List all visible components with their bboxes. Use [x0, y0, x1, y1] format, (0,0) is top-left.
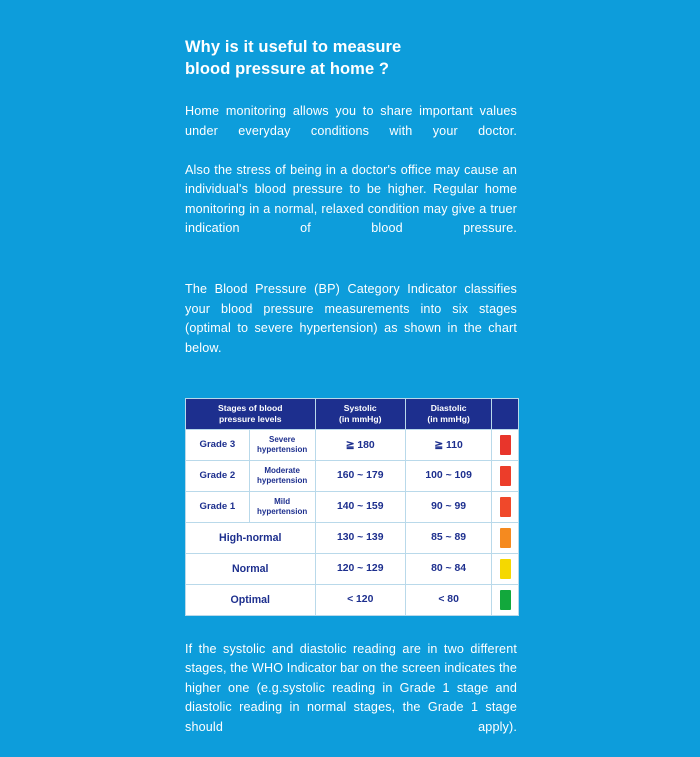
normal-swatch	[500, 559, 511, 579]
header-systolic-line-2: (in mmHg)	[338, 413, 382, 424]
header-stages-line-2: pressure levels	[218, 413, 282, 424]
row-desc-line-2: hypertension	[256, 506, 308, 516]
row-color-swatch-cell	[492, 491, 519, 522]
table-row	[186, 522, 519, 553]
content-column	[185, 36, 517, 757]
intro-paragraphs	[185, 102, 517, 258]
table-row	[186, 584, 519, 615]
table-header-row	[186, 398, 519, 429]
page-title-line-1: Why is it useful to measure	[185, 38, 402, 56]
mild-hypertension-swatch	[500, 497, 511, 517]
row-desc-line-2: hypertension	[256, 475, 308, 485]
row-systolic-value: 160 ~ 179	[315, 460, 405, 491]
row-diastolic-value: < 80	[405, 584, 491, 615]
row-diastolic-value: 100 ~ 109	[405, 460, 491, 491]
moderate-hypertension-swatch	[500, 466, 511, 486]
row-color-swatch-cell	[492, 553, 519, 584]
row-desc-line-1: Moderate	[264, 465, 300, 475]
bp-category-table-wrap	[185, 398, 519, 616]
header-indicator	[492, 398, 519, 429]
severe-hypertension-swatch	[500, 435, 511, 455]
who-indicator-note-wrap	[185, 640, 517, 757]
row-systolic-value: 120 ~ 129	[315, 553, 405, 584]
row-systolic-value: 130 ~ 139	[315, 522, 405, 553]
row-grade-description	[249, 429, 315, 460]
row-grade-description	[249, 460, 315, 491]
row-stage-label: Normal	[186, 553, 316, 584]
table-row	[186, 553, 519, 584]
row-color-swatch-cell	[492, 460, 519, 491]
table-row	[186, 491, 519, 522]
row-stage-label: Optimal	[186, 584, 316, 615]
row-systolic-value: < 120	[315, 584, 405, 615]
page-title-line-2: blood pressure at home ?	[185, 60, 390, 78]
row-systolic-value: ≧ 180	[315, 429, 405, 460]
row-grade-description	[249, 491, 315, 522]
row-systolic-value: 140 ~ 159	[315, 491, 405, 522]
paragraph-home-monitoring: Home monitoring allows you to share important values under everyday conditions with your doctor.	[185, 104, 517, 138]
table-body	[186, 429, 519, 615]
row-stage-label: High-normal	[186, 522, 316, 553]
high-normal-swatch	[500, 528, 511, 548]
header-stages	[186, 398, 316, 429]
paragraph-who-indicator-note: If the systolic and diastolic reading are in two different stages, the WHO Indicator bar on the screen indicates the higher one (e.g.systolic reading in Grade 1 stage and diastolic reading in normal stages, the Grade 1 stage should apply).	[185, 641, 517, 734]
row-grade-label: Grade 1	[186, 491, 250, 522]
page-title	[185, 36, 517, 80]
row-grade-label: Grade 2	[186, 460, 250, 491]
row-color-swatch-cell	[492, 584, 519, 615]
row-diastolic-value: 85 ~ 89	[405, 522, 491, 553]
header-diastolic-line-1: Diastolic	[430, 402, 467, 413]
table-row	[186, 429, 519, 460]
header-diastolic-line-2: (in mmHg)	[427, 413, 470, 424]
row-grade-label: Grade 3	[186, 429, 250, 460]
table-head	[186, 398, 519, 429]
header-systolic-line-1: Systolic	[343, 402, 377, 413]
header-stages-line-1: Stages of blood	[218, 402, 283, 413]
category-indicator-paragraph-wrap	[185, 280, 517, 378]
row-color-swatch-cell	[492, 522, 519, 553]
paragraph-doctor-stress: Also the stress of being in a doctor's office may cause an individual's blood pressure to be higher. Regular home monitoring in a normal, relaxed condition may give a truer indication of blood pressure.	[185, 162, 517, 235]
row-diastolic-value: ≧ 110	[405, 429, 491, 460]
row-color-swatch-cell	[492, 429, 519, 460]
row-desc-line-2: hypertension	[256, 444, 308, 454]
paragraph-bp-category-indicator: The Blood Pressure (BP) Category Indicator classifies your blood pressure measurements into six stages (optimal to severe hypertension) as shown in the chart below.	[185, 282, 517, 355]
optimal-swatch	[500, 590, 511, 610]
row-desc-line-1: Mild	[274, 496, 291, 506]
bp-category-table	[185, 398, 519, 616]
row-diastolic-value: 80 ~ 84	[405, 553, 491, 584]
header-diastolic	[405, 398, 491, 429]
header-systolic	[315, 398, 405, 429]
row-diastolic-value: 90 ~ 99	[405, 491, 491, 522]
table-row	[186, 460, 519, 491]
row-desc-line-1: Severe	[268, 434, 296, 444]
